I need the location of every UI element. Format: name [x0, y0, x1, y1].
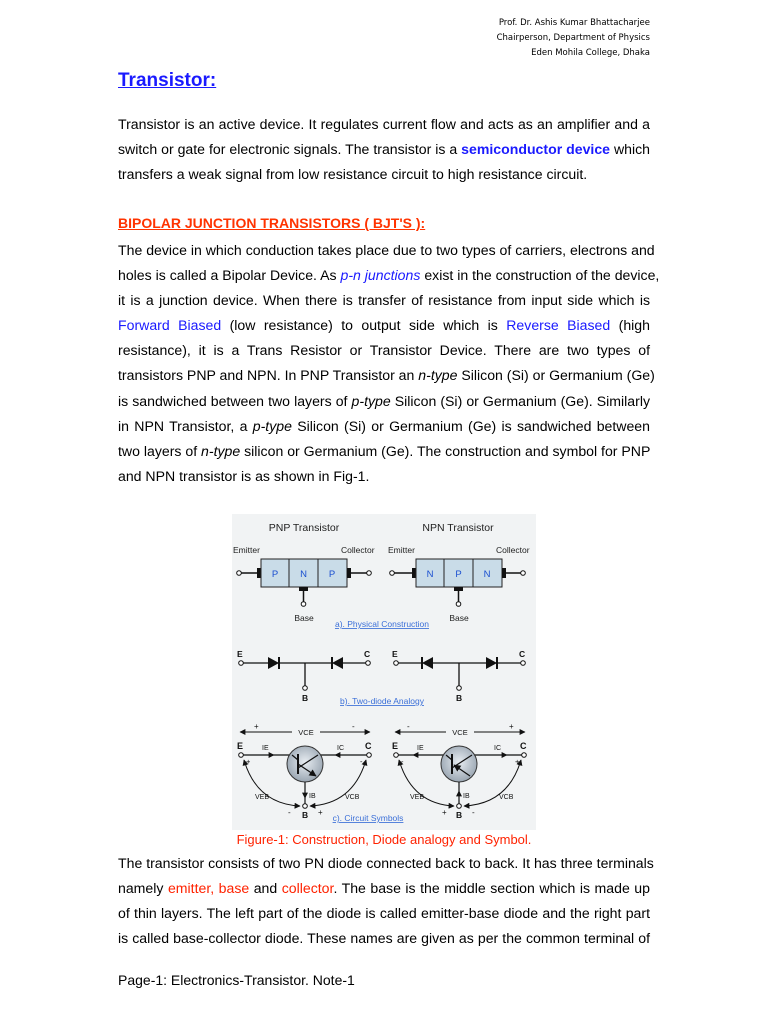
- svg-text:B: B: [302, 810, 309, 820]
- keyword-emitter-base: emitter, base: [167, 880, 250, 897]
- text-line: The device in which conduction takes place due to two types of carriers, electrons and: [118, 242, 655, 258]
- svg-text:+: +: [515, 757, 520, 766]
- author-college: Eden Mohila College, Dhaka: [531, 48, 650, 58]
- svg-text:C: C: [365, 741, 372, 751]
- svg-text:E: E: [392, 741, 399, 751]
- author-header: [497, 16, 650, 61]
- keyword-pn-junctions: p-n junctions: [340, 267, 421, 284]
- section-heading: BIPOLAR JUNCTION TRANSISTORS ( BJT'S ):: [118, 215, 426, 231]
- svg-text:IC: IC: [337, 745, 344, 752]
- text-line: Transistor is an active device. It regulates current flow and acts as an amplifier and a: [118, 116, 650, 132]
- svg-text:-: -: [288, 808, 291, 817]
- svg-text:B: B: [302, 693, 309, 703]
- intro-paragraph: [118, 112, 650, 187]
- svg-text:E: E: [237, 649, 243, 659]
- svg-text:C: C: [519, 649, 526, 659]
- svg-text:VEB: VEB: [255, 794, 270, 801]
- bjt-paragraph: [118, 238, 660, 489]
- svg-text:IC: IC: [494, 745, 501, 752]
- svg-text:C: C: [364, 649, 371, 659]
- svg-text:IE: IE: [262, 745, 269, 752]
- svg-text:-: -: [360, 757, 363, 766]
- svg-text:B: B: [456, 810, 463, 820]
- terminals-paragraph: [118, 851, 654, 951]
- svg-text:IE: IE: [417, 745, 424, 752]
- text-line: is called base-collector diode. These names are given as per the common terminal of: [118, 930, 650, 947]
- text-line: of thin layers. The left part of the diode is called emitter-base diode and the right part: [118, 905, 650, 922]
- text-line: Forward Biased (low resistance) to output side which is Reverse Biased (high: [118, 317, 650, 334]
- svg-text:Collector: Collector: [496, 545, 530, 555]
- pnp-title: PNP Transistor: [268, 522, 340, 534]
- svg-text:-: -: [472, 808, 475, 817]
- svg-text:IB: IB: [463, 793, 470, 800]
- svg-text:+: +: [246, 757, 251, 766]
- svg-text:E: E: [237, 741, 244, 751]
- svg-text:Base: Base: [294, 613, 314, 623]
- svg-text:IB: IB: [309, 793, 316, 800]
- svg-text:VCE: VCE: [298, 728, 314, 737]
- text-line: transfers a weak signal from low resistance circuit to high resistance circuit.: [118, 166, 588, 183]
- svg-text:Collector: Collector: [341, 545, 375, 555]
- svg-text:Base: Base: [449, 613, 469, 623]
- keyword-forward-biased: Forward Biased: [118, 317, 222, 334]
- svg-text:+: +: [318, 808, 323, 817]
- svg-text:Emitter: Emitter: [233, 545, 260, 555]
- svg-text:N: N: [426, 569, 434, 580]
- text-line: and NPN transistor is as shown in Fig-1.: [118, 467, 370, 484]
- svg-text:+: +: [442, 808, 447, 817]
- svg-text:VCB: VCB: [499, 794, 514, 801]
- author-name: Prof. Dr. Ashis Kumar Bhattacharjee: [498, 18, 650, 28]
- svg-text:VCB: VCB: [345, 794, 360, 801]
- svg-text:P: P: [271, 569, 279, 580]
- svg-text:E: E: [392, 649, 398, 659]
- text-line: holes is called a Bipolar Device. As p-n junctions exist in the construction of the device,: [118, 267, 660, 284]
- text-line: in NPN Transistor, a p-type Silicon (Si) or Germanium (Ge) is sandwiched between: [118, 417, 650, 434]
- text-line: namely emitter, base and collector. The base is the middle section which is made up: [118, 880, 650, 897]
- svg-text:N: N: [483, 569, 491, 580]
- keyword-reverse-biased: Reverse Biased: [506, 317, 611, 334]
- subcaption-c: c). Circuit Symbols: [332, 813, 404, 823]
- svg-text:P: P: [328, 569, 336, 580]
- svg-text:Emitter: Emitter: [388, 545, 415, 555]
- svg-text:N: N: [300, 569, 307, 580]
- text-line: it is a junction device. When there is transfer of resistance from input side which is: [118, 292, 650, 309]
- text-line: resistance), it is a Trans Resistor or Transistor Device. There are two types of: [118, 342, 650, 359]
- svg-text:+: +: [509, 722, 514, 731]
- svg-text:-: -: [352, 722, 355, 731]
- keyword-collector: collector: [281, 880, 334, 897]
- subcaption-b: b). Two-diode Analogy: [340, 696, 424, 706]
- svg-text:-: -: [407, 722, 410, 731]
- svg-text:C: C: [520, 741, 527, 751]
- svg-text:-: -: [401, 757, 404, 766]
- text-line: switch or gate for electronic signals. The transistor is a semiconductor device which: [118, 141, 650, 158]
- svg-text:+: +: [254, 722, 259, 731]
- text-line: The transistor consists of two PN diode connected back to back. It has three terminals: [118, 855, 654, 871]
- npn-title: NPN Transistor: [422, 522, 494, 534]
- subcaption-a: a). Physical Construction: [334, 619, 430, 629]
- author-position: Chairperson, Department of Physics: [496, 33, 650, 43]
- keyword-semiconductor: semiconductor device: [461, 141, 611, 158]
- text-line: transistors PNP and NPN. In PNP Transistor an n-type Silicon (Si) or Germanium (Ge): [118, 367, 655, 384]
- figure-caption: Figure-1: Construction, Diode analogy and Symbol.: [236, 832, 532, 847]
- text-line: is sandwiched between two layers of p-type Silicon (Si) or Germanium (Ge). Similarly: [118, 392, 650, 409]
- svg-text:VCE: VCE: [452, 728, 468, 737]
- svg-text:B: B: [456, 693, 463, 703]
- svg-text:VEB: VEB: [410, 794, 425, 801]
- svg-text:P: P: [455, 569, 462, 580]
- transistor-figure: [232, 514, 536, 830]
- page-title: Transistor:: [118, 70, 217, 91]
- page-footer: Page-1: Electronics-Transistor. Note-1: [118, 972, 355, 988]
- text-line: two layers of n-type silicon or Germanium (Ge). The construction and symbol for PNP: [118, 442, 651, 459]
